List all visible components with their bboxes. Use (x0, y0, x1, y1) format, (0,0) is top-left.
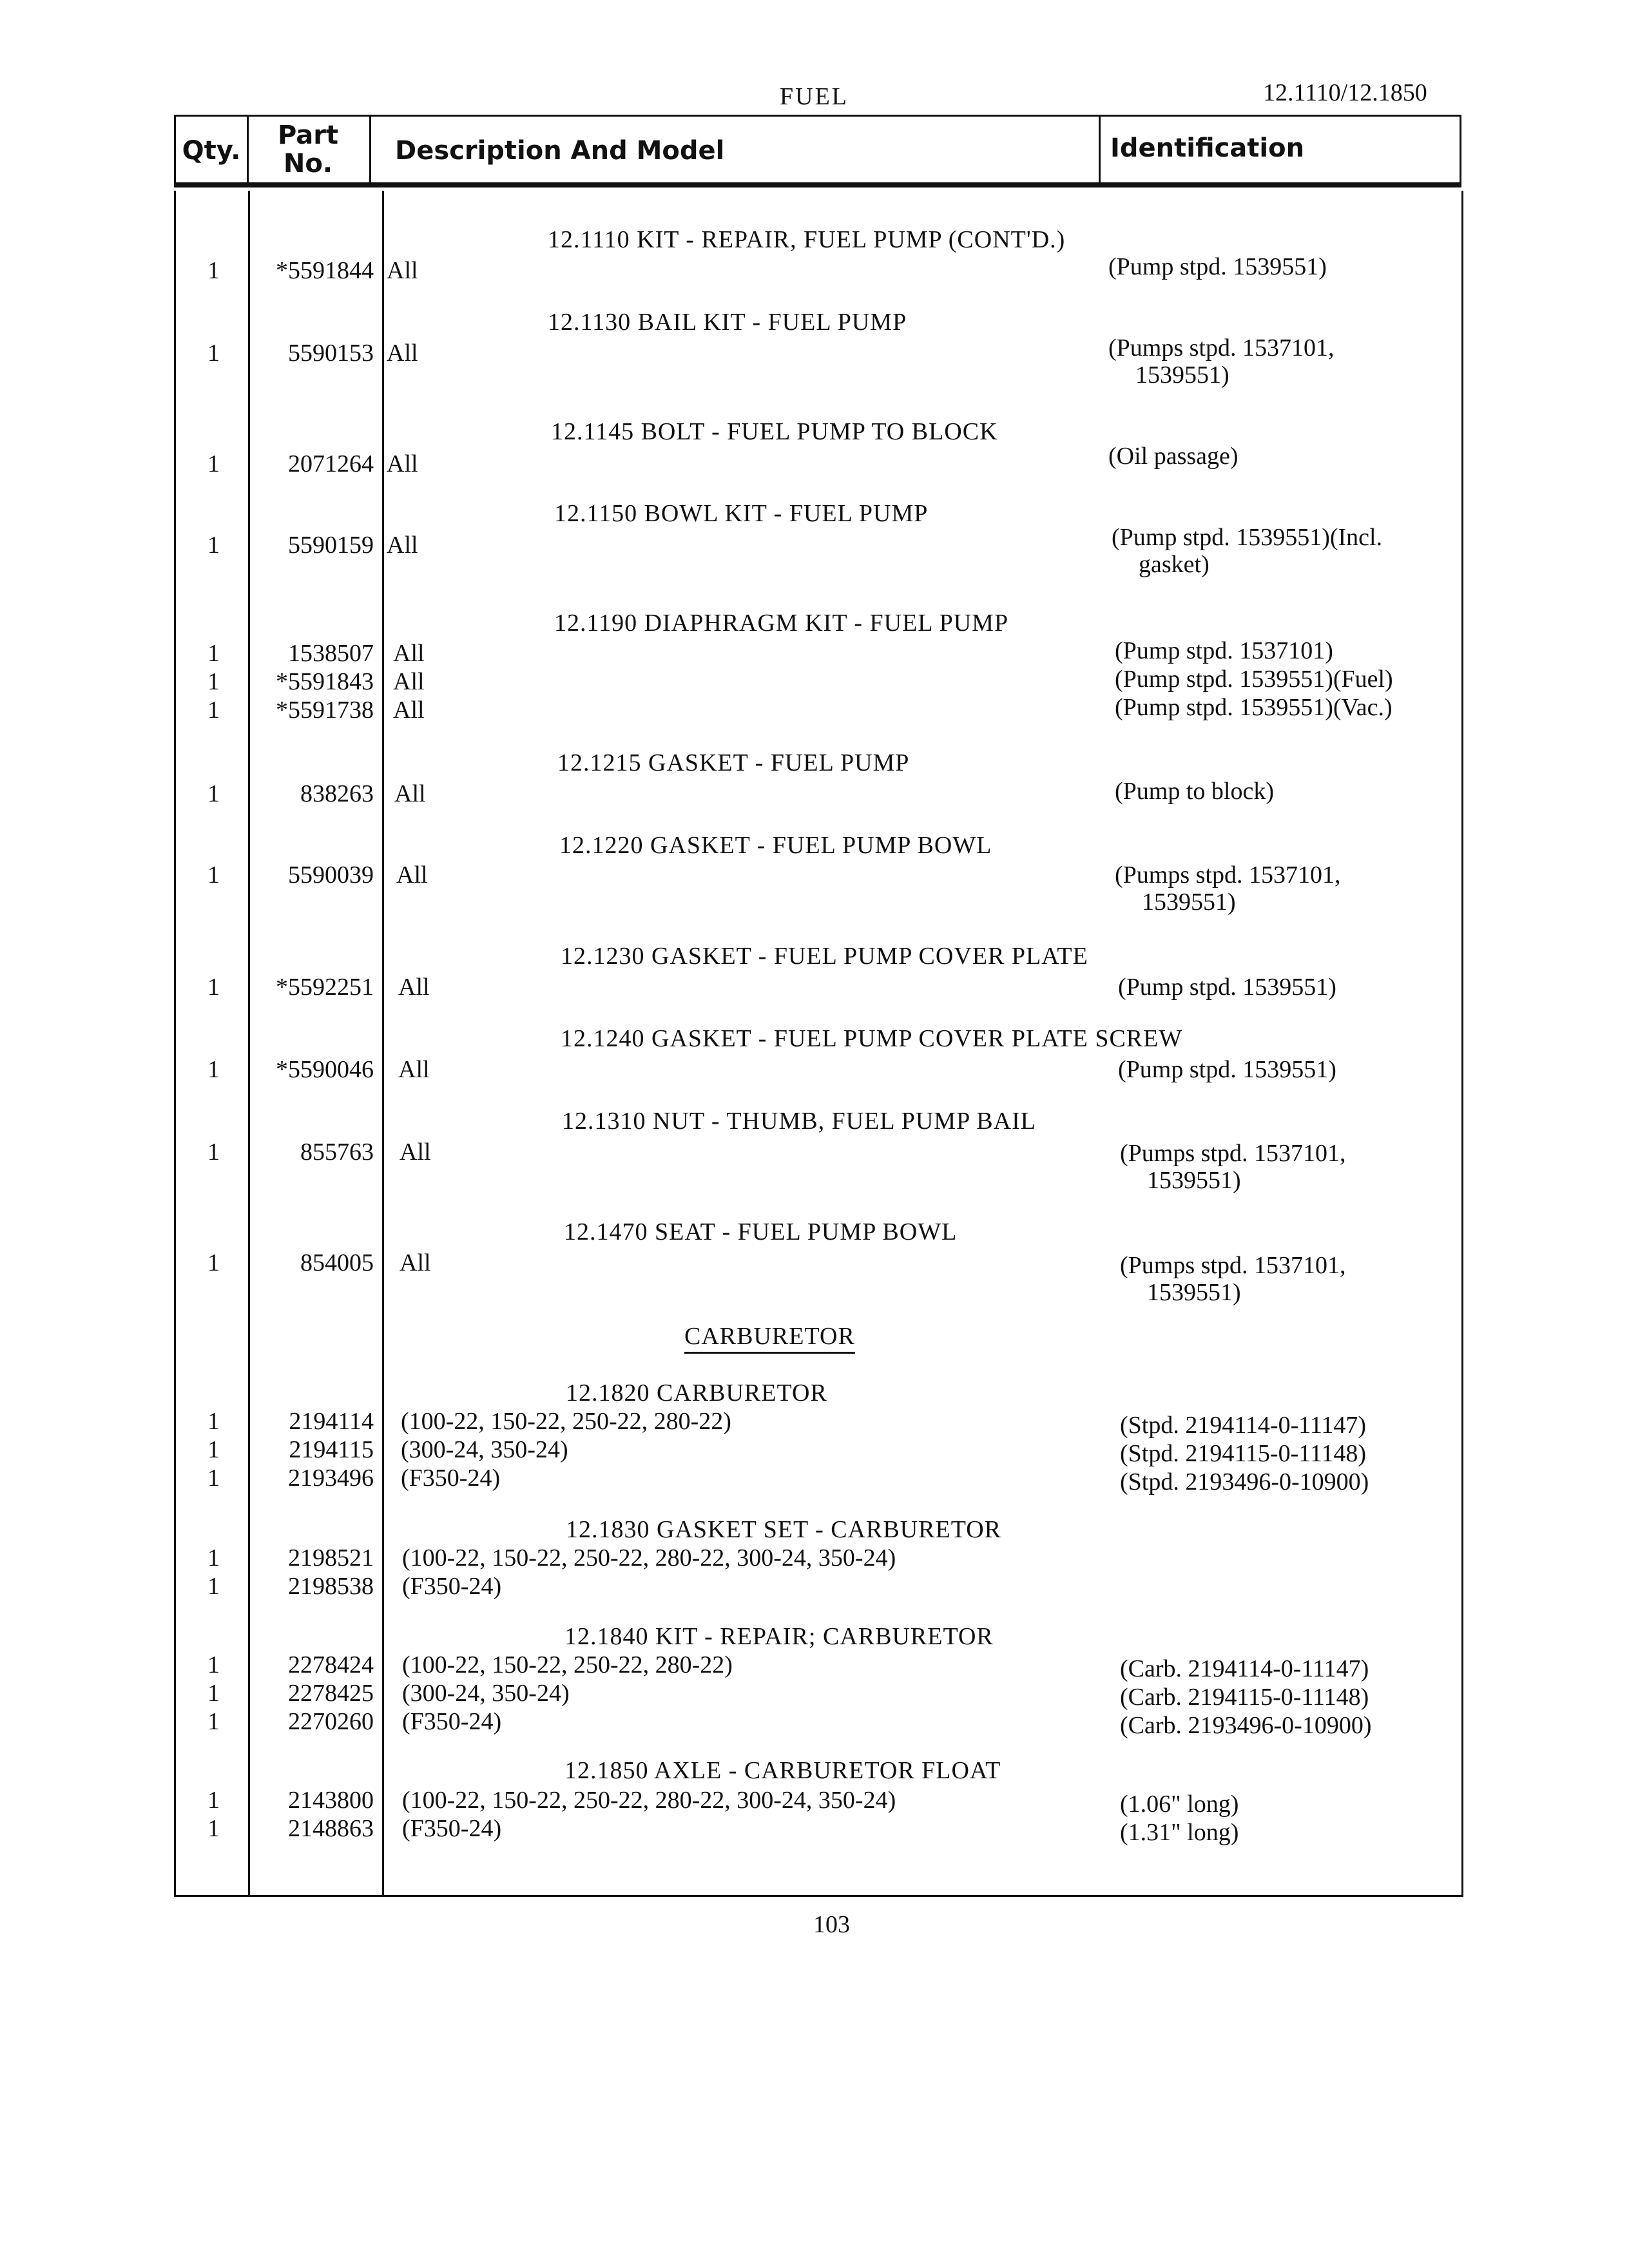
row-model: (100-22, 150-22, 250-22, 280-22) (401, 1408, 731, 1435)
row-model: (F350-24) (402, 1708, 502, 1735)
row-identification: (Carb. 2194115-0-11148) (1120, 1684, 1369, 1711)
row-identification: (Oil passage) (1108, 443, 1239, 470)
item-heading: 12.1110 KIT - REPAIR, FUEL PUMP (CONT'D.) (548, 226, 1066, 253)
item-heading: 12.1820 CARBURETOR (566, 1379, 827, 1407)
item-heading: 12.1470 SEAT - FUEL PUMP BOWL (564, 1218, 958, 1245)
row-qty: 1 (207, 1544, 220, 1571)
row-part-number: 2278425 (288, 1680, 374, 1707)
item-heading: 12.1145 BOLT - FUEL PUMP TO BLOCK (551, 418, 998, 445)
item-heading: 12.1240 GASKET - FUEL PUMP COVER PLATE SCREW (561, 1025, 1183, 1052)
row-identification: (1.06" long) (1120, 1791, 1239, 1818)
row-part-number: 5590159 (288, 532, 374, 559)
col-ident-header: Identification (1110, 133, 1305, 163)
row-part-number: *5591844 (276, 257, 374, 284)
row-model: (F350-24) (402, 1573, 502, 1600)
row-identification: (Stpd. 2193496-0-10900) (1120, 1468, 1369, 1495)
row-identification-cont: gasket) (1139, 551, 1210, 578)
row-model: All (387, 532, 418, 559)
col-part-header-line2: No. (283, 149, 333, 178)
row-qty: 1 (207, 1815, 220, 1842)
item-heading: 12.1220 GASKET - FUEL PUMP BOWL (559, 832, 992, 859)
item-heading: 12.1130 BAIL KIT - FUEL PUMP (548, 309, 907, 336)
row-part-number: 5590039 (288, 861, 374, 889)
item-heading: 12.1310 NUT - THUMB, FUEL PUMP BAIL (562, 1108, 1036, 1135)
row-model: All (398, 1056, 430, 1083)
row-model: All (400, 1249, 431, 1276)
row-qty: 1 (207, 257, 220, 284)
row-model: (300-24, 350-24) (401, 1436, 568, 1463)
row-model: (300-24, 350-24) (402, 1680, 570, 1707)
item-heading: 12.1850 AXLE - CARBURETOR FLOAT (564, 1757, 1001, 1784)
row-model: (100-22, 150-22, 250-22, 280-22, 300-24, 350-24) (402, 1787, 896, 1814)
row-model: All (387, 340, 418, 367)
row-part-number: 2071264 (288, 450, 374, 477)
row-qty: 1 (207, 1651, 220, 1678)
page-code: 12.1110/12.1850 (1263, 79, 1427, 106)
row-qty: 1 (207, 668, 220, 695)
row-part-number: 2198521 (288, 1544, 374, 1571)
row-part-number: 2194114 (289, 1408, 374, 1435)
row-identification: (Pumps stpd. 1537101, (1115, 861, 1341, 889)
col-qty-header: Qty. (182, 136, 241, 166)
row-part-number: 5590153 (288, 340, 374, 367)
row-identification: (Pump stpd. 1539551) (1118, 974, 1336, 1001)
row-model: (F350-24) (402, 1815, 502, 1842)
col-desc-header: Description And Model (395, 136, 725, 166)
row-identification: (Stpd. 2194115-0-11148) (1120, 1440, 1367, 1467)
row-part-number: 2143800 (288, 1787, 374, 1814)
row-qty: 1 (207, 450, 220, 477)
row-qty: 1 (207, 1465, 220, 1492)
row-identification: (Pump stpd. 1537101) (1115, 637, 1333, 664)
row-identification: (1.31" long) (1120, 1819, 1239, 1846)
row-part-number: 2270260 (288, 1708, 374, 1735)
col-part-header-line1: Part (277, 120, 339, 150)
item-heading: 12.1215 GASKET - FUEL PUMP (557, 749, 910, 776)
row-identification: (Pump stpd. 1539551) (1108, 253, 1327, 280)
row-part-number: 838263 (300, 780, 374, 807)
row-qty: 1 (207, 1573, 220, 1600)
row-qty: 1 (207, 1056, 220, 1083)
row-identification: (Carb. 2194114-0-11147) (1120, 1655, 1369, 1682)
item-heading: 12.1840 KIT - REPAIR; CARBURETOR (564, 1623, 994, 1650)
row-identification: (Pump stpd. 1539551)(Vac.) (1115, 694, 1393, 721)
row-model: All (393, 668, 425, 695)
row-model: All (396, 861, 428, 889)
row-identification: (Pump stpd. 1539551)(Incl. (1112, 524, 1383, 551)
row-model: All (393, 697, 425, 724)
row-identification-cont: 1539551) (1135, 361, 1229, 389)
row-qty: 1 (207, 1680, 220, 1707)
row-model: All (394, 780, 426, 807)
row-qty: 1 (207, 1249, 220, 1276)
section-title: FUEL (780, 83, 849, 110)
row-part-number: 2194115 (289, 1436, 374, 1463)
row-qty: 1 (207, 697, 220, 724)
row-model: All (387, 257, 418, 284)
row-model: (100-22, 150-22, 250-22, 280-22) (402, 1651, 733, 1678)
row-part-number: 854005 (300, 1249, 374, 1276)
row-model: All (387, 450, 418, 477)
item-heading: 12.1190 DIAPHRAGM KIT - FUEL PUMP (554, 610, 1009, 637)
row-part-number: 2278424 (288, 1651, 374, 1678)
row-identification: (Pump stpd. 1539551) (1118, 1056, 1336, 1083)
item-heading: 12.1830 GASKET SET - CARBURETOR (566, 1516, 1002, 1543)
row-identification: (Pumps stpd. 1537101, (1120, 1140, 1346, 1167)
row-part-number: 1538507 (288, 640, 374, 667)
row-qty: 1 (207, 1139, 220, 1166)
row-identification-cont: 1539551) (1142, 889, 1236, 916)
item-heading: 12.1230 GASKET - FUEL PUMP COVER PLATE (561, 943, 1088, 970)
row-identification: (Pumps stpd. 1537101, (1108, 334, 1335, 361)
row-part-number: *5591843 (276, 668, 374, 695)
row-model: All (398, 974, 430, 1001)
row-part-number: 2148863 (288, 1815, 374, 1842)
row-qty: 1 (207, 974, 220, 1001)
row-part-number: 2198538 (288, 1573, 374, 1600)
row-qty: 1 (207, 1787, 220, 1814)
row-identification-cont: 1539551) (1147, 1167, 1241, 1194)
row-qty: 1 (207, 780, 220, 807)
carburetor-heading: CARBURETOR (684, 1322, 855, 1354)
row-part-number: *5590046 (276, 1056, 374, 1083)
row-model: (F350-24) (401, 1465, 501, 1492)
row-part-number: 855763 (300, 1139, 374, 1166)
row-qty: 1 (207, 861, 220, 889)
row-qty: 1 (207, 340, 220, 367)
row-qty: 1 (207, 1408, 220, 1435)
row-qty: 1 (207, 640, 220, 667)
row-identification: (Stpd. 2194114-0-11147) (1120, 1412, 1367, 1439)
page-number: 103 (813, 1911, 850, 1938)
row-qty: 1 (207, 1436, 220, 1463)
row-identification: (Pumps stpd. 1537101, (1120, 1252, 1346, 1279)
row-identification-cont: 1539551) (1147, 1279, 1241, 1306)
row-model: All (393, 640, 425, 667)
row-identification: (Pump stpd. 1539551)(Fuel) (1115, 666, 1393, 693)
item-heading: 12.1150 BOWL KIT - FUEL PUMP (554, 500, 929, 527)
row-qty: 1 (207, 1708, 220, 1735)
row-model: All (400, 1139, 431, 1166)
row-part-number: *5592251 (276, 974, 374, 1001)
table-header (174, 115, 1461, 187)
row-part-number: *5591738 (276, 697, 374, 724)
row-identification: (Carb. 2193496-0-10900) (1120, 1712, 1372, 1739)
row-identification: (Pump to block) (1115, 778, 1274, 805)
row-part-number: 2193496 (288, 1465, 374, 1492)
row-qty: 1 (207, 532, 220, 559)
row-model: (100-22, 150-22, 250-22, 280-22, 300-24, 350-24) (402, 1544, 896, 1571)
